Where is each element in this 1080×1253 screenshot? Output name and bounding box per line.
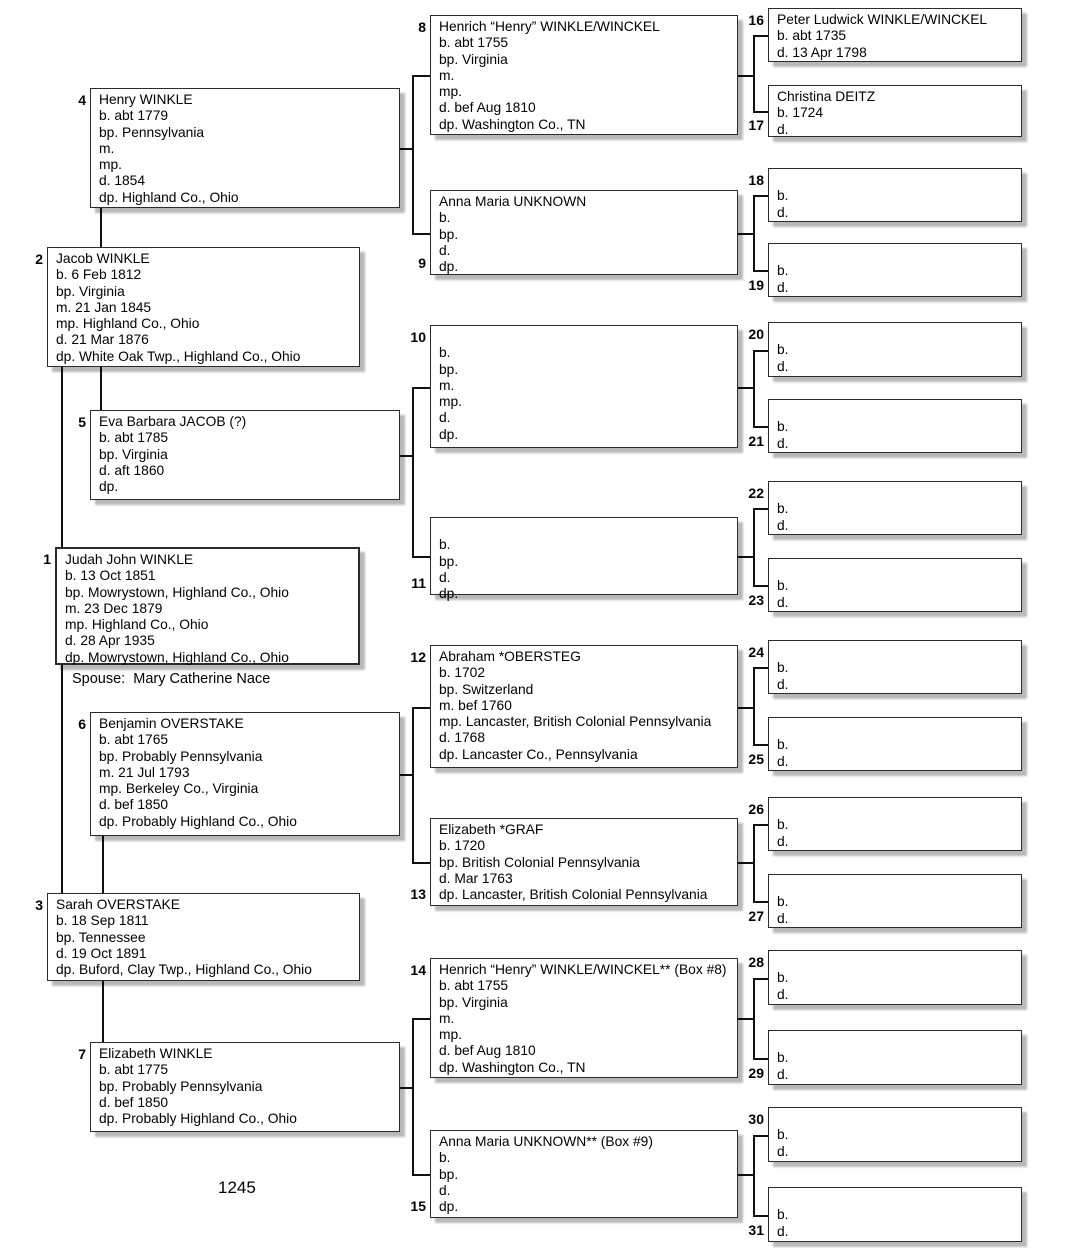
box-number-13: 13 (410, 886, 426, 902)
detail-line: bp. (439, 361, 459, 377)
child-connector (738, 75, 753, 77)
detail-line: d. 13 Apr 1798 (777, 44, 867, 60)
child-connector (400, 774, 412, 776)
bracket-stub (753, 824, 768, 826)
box-number-29: 29 (748, 1065, 764, 1081)
child-connector (738, 707, 753, 709)
detail-line: b. abt 1735 (777, 28, 847, 44)
detail-line: b. (439, 210, 451, 226)
person-name: Henrich “Henry” WINKLE/WINCKEL (439, 19, 660, 34)
parents-bracket (412, 75, 414, 233)
detail-line: d. (439, 242, 451, 258)
detail-line: m. (439, 67, 455, 83)
bracket-stub (753, 270, 768, 272)
person-name (777, 326, 1013, 342)
detail-line: dp. Lancaster Co., Pennsylvania (439, 746, 638, 762)
detail-line: bp. (439, 1166, 459, 1182)
page-number: 1245 (218, 1178, 256, 1197)
person-name (777, 721, 1013, 737)
bracket-stub (412, 75, 430, 77)
detail-line: bp. Probably Pennsylvania (99, 1078, 263, 1094)
detail-line: mp. Highland Co., Ohio (56, 316, 200, 332)
bracket-stub (753, 978, 768, 980)
bracket-stub (753, 901, 768, 903)
child-connector (738, 233, 753, 235)
person-name (439, 521, 729, 537)
box-number-18: 18 (748, 172, 764, 188)
box-number-14: 14 (410, 962, 426, 978)
person-box-31 (768, 1187, 1022, 1242)
detail-line: b. (777, 263, 789, 279)
detail-line: d. (777, 753, 789, 769)
person-name (777, 1191, 1013, 1207)
detail-line: b. abt 1785 (99, 430, 169, 446)
detail-line: d. (777, 204, 789, 220)
person-name: Henry WINKLE (99, 92, 193, 107)
detail-line: b. (777, 578, 789, 594)
parents-bracket (753, 508, 755, 585)
detail-line: b. (439, 537, 451, 553)
person-name (777, 1111, 1013, 1127)
person-name: Christina DEITZ (777, 89, 876, 104)
detail-line: bp. Pennsylvania (99, 124, 205, 140)
person-name (777, 644, 1013, 660)
detail-line: b. abt 1765 (99, 732, 169, 748)
detail-line: d. 28 Apr 1935 (65, 633, 155, 649)
detail-line: bp. Probably Pennsylvania (99, 748, 263, 764)
detail-line: bp. Mowrystown, Highland Co., Ohio (65, 584, 289, 600)
bracket-stub (412, 1018, 430, 1020)
detail-line: b. 6 Feb 1812 (56, 267, 142, 283)
box-number-17: 17 (748, 117, 764, 133)
box-number-10: 10 (410, 329, 426, 345)
detail-line: dp. (439, 586, 459, 602)
box-number-1: 1 (43, 551, 51, 567)
person-name: Judah John WINKLE (65, 552, 194, 567)
person-box-19 (768, 243, 1022, 297)
bracket-stub (753, 350, 768, 352)
person-box-9 (430, 190, 738, 275)
detail-line: d. (777, 594, 789, 610)
person-box-10 (430, 325, 738, 448)
detail-line: b. 18 Sep 1811 (56, 913, 149, 929)
bracket-stub (753, 667, 768, 669)
parents-bracket (753, 195, 755, 270)
detail-line: b. 1702 (439, 665, 486, 681)
person-box-17 (768, 85, 1022, 137)
detail-line: m. (439, 1010, 455, 1026)
child-connector (738, 556, 753, 558)
person-box-20 (768, 322, 1022, 377)
detail-line: b. 1720 (439, 838, 486, 854)
detail-line: b. (777, 660, 789, 676)
person-box-14 (430, 958, 738, 1078)
spouse-line: Spouse: Mary Catherine Nace (72, 671, 271, 687)
bracket-stub (753, 585, 768, 587)
person-name: Anna Maria UNKNOWN** (Box #9) (439, 1134, 653, 1149)
detail-line: d. (777, 676, 789, 692)
detail-line: bp. Switzerland (439, 681, 534, 697)
detail-line: d. (439, 1182, 451, 1198)
box-number-19: 19 (748, 277, 764, 293)
box-number-21: 21 (748, 433, 764, 449)
detail-line: bp. Virginia (439, 994, 508, 1010)
person-name (777, 247, 1013, 263)
detail-line: mp. (439, 84, 462, 100)
detail-line: b. (777, 342, 789, 358)
detail-line: d. (777, 358, 789, 374)
child-connector (738, 387, 753, 389)
detail-line: b. (777, 1207, 789, 1223)
person-box-3 (47, 893, 360, 981)
detail-line: bp. Virginia (56, 283, 125, 299)
detail-line: m. (99, 140, 115, 156)
box-number-22: 22 (748, 485, 764, 501)
box-number-7: 7 (78, 1046, 86, 1062)
detail-line: m. 21 Jul 1793 (99, 764, 190, 780)
detail-line: d. (777, 1223, 789, 1239)
child-connector (738, 862, 753, 864)
detail-line: d. bef Aug 1810 (439, 100, 536, 116)
bracket-stub (753, 1215, 768, 1217)
person-box-7 (90, 1042, 400, 1132)
bracket-stub (753, 1135, 768, 1137)
person-box-23 (768, 558, 1022, 612)
box-number-4: 4 (78, 92, 86, 108)
detail-line: dp. Probably Highland Co., Ohio (99, 1111, 297, 1127)
person-box-29 (768, 1030, 1022, 1085)
parents-bracket (753, 824, 755, 901)
bracket-stub (412, 556, 430, 558)
person-box-13 (430, 818, 738, 906)
person-box-16 (768, 8, 1022, 62)
bracket-stub (753, 744, 768, 746)
detail-line: b. abt 1779 (99, 108, 169, 124)
person-box-5 (90, 410, 400, 500)
bracket-stub (753, 426, 768, 428)
box-number-31: 31 (748, 1222, 764, 1238)
person-box-8 (430, 15, 738, 135)
detail-line: d. (439, 569, 451, 585)
detail-line: bp. (439, 226, 459, 242)
detail-line: b. (777, 188, 789, 204)
person-name: Henrich “Henry” WINKLE/WINCKEL** (Box #8) (439, 962, 727, 977)
person-box-12 (430, 645, 738, 768)
child-connector (738, 1174, 753, 1176)
person-name: Elizabeth *GRAF (439, 822, 544, 837)
box-number-12: 12 (410, 649, 426, 665)
person-box-25 (768, 717, 1022, 771)
box-number-28: 28 (748, 954, 764, 970)
box-number-8: 8 (418, 19, 426, 35)
detail-line: dp. White Oak Twp., Highland Co., Ohio (56, 348, 301, 364)
detail-line: d. (777, 833, 789, 849)
person-name (777, 562, 1013, 578)
detail-line: dp. Washington Co., TN (439, 116, 586, 132)
parents-bracket (753, 350, 755, 426)
parents-bracket (753, 667, 755, 744)
detail-line: d. 1768 (439, 730, 486, 746)
child-connector (400, 1087, 412, 1089)
box-number-25: 25 (748, 751, 764, 767)
detail-line: mp. (99, 157, 122, 173)
detail-line: dp. (99, 479, 119, 495)
box-number-20: 20 (748, 326, 764, 342)
bracket-stub (753, 195, 768, 197)
detail-line: d. bef 1850 (99, 797, 169, 813)
detail-line: b. (777, 737, 789, 753)
child-connector (400, 455, 412, 457)
person-name (777, 403, 1013, 419)
detail-line: m. (439, 377, 455, 393)
detail-line: mp. Berkeley Co., Virginia (99, 781, 259, 797)
box-number-9: 9 (418, 255, 426, 271)
box-number-30: 30 (748, 1111, 764, 1127)
detail-line: b. abt 1775 (99, 1062, 169, 1078)
person-box-1 (55, 547, 360, 665)
person-box-21 (768, 399, 1022, 453)
detail-line: d. 1854 (99, 173, 146, 189)
detail-line: dp. Washington Co., TN (439, 1059, 586, 1075)
detail-line: d. (777, 435, 789, 451)
detail-line: b. abt 1755 (439, 978, 509, 994)
detail-line: d. (777, 517, 789, 533)
bracket-stub (753, 35, 768, 37)
detail-line: b. (777, 1050, 789, 1066)
person-name (777, 878, 1013, 894)
person-box-27 (768, 874, 1022, 928)
person-box-22 (768, 481, 1022, 535)
person-box-2 (47, 247, 360, 367)
detail-line: m. 21 Jan 1845 (56, 299, 152, 315)
box-number-23: 23 (748, 592, 764, 608)
detail-line: d. bef Aug 1810 (439, 1043, 536, 1059)
detail-line: dp. Highland Co., Ohio (99, 189, 239, 205)
detail-line: b. (439, 345, 451, 361)
detail-line: dp. Lancaster, British Colonial Pennsylvania (439, 887, 708, 903)
detail-line: bp. British Colonial Pennsylvania (439, 854, 640, 870)
person-box-30 (768, 1107, 1022, 1162)
detail-line: bp. (439, 553, 459, 569)
child-connector (738, 1018, 753, 1020)
person-name: Elizabeth WINKLE (99, 1046, 213, 1061)
person-name (777, 801, 1013, 817)
box-number-6: 6 (78, 716, 86, 732)
parents-bracket (753, 35, 755, 111)
person-name: Peter Ludwick WINKLE/WINCKEL (777, 12, 988, 27)
person-name (777, 485, 1013, 501)
person-name: Jacob WINKLE (56, 251, 150, 266)
detail-line: mp. Lancaster, British Colonial Pennsylvania (439, 714, 712, 730)
box-number-2: 2 (35, 251, 43, 267)
person-box-24 (768, 640, 1022, 694)
parents-bracket (753, 978, 755, 1058)
detail-line: dp. Mowrystown, Highland Co., Ohio (65, 649, 289, 665)
detail-line: m. 23 Dec 1879 (65, 600, 163, 616)
detail-line: b. (777, 970, 789, 986)
box-number-3: 3 (35, 897, 43, 913)
box-number-16: 16 (748, 12, 764, 28)
detail-line: d. (777, 121, 789, 137)
bracket-stub (753, 111, 768, 113)
detail-line: d. (777, 910, 789, 926)
detail-line: mp. (439, 394, 462, 410)
detail-line: bp. Virginia (99, 446, 168, 462)
person-name (777, 172, 1013, 188)
box-number-26: 26 (748, 801, 764, 817)
bracket-stub (412, 862, 430, 864)
person-box-28 (768, 950, 1022, 1005)
detail-line: d. bef 1850 (99, 1094, 169, 1110)
box-number-15: 15 (410, 1198, 426, 1214)
detail-line: d. Mar 1763 (439, 870, 513, 886)
detail-line: dp. Buford, Clay Twp., Highland Co., Ohio (56, 962, 312, 978)
detail-line: dp. (439, 1199, 459, 1215)
detail-line: d. (777, 279, 789, 295)
person-name (777, 1034, 1013, 1050)
person-name (777, 954, 1013, 970)
detail-line: mp. (439, 1027, 462, 1043)
parents-bracket (412, 707, 414, 862)
person-box-11 (430, 517, 738, 602)
bracket-stub (412, 387, 430, 389)
detail-line: b. (777, 817, 789, 833)
person-box-4 (90, 88, 400, 208)
detail-line: m. bef 1760 (439, 697, 512, 713)
person-box-15 (430, 1130, 738, 1218)
detail-line: bp. Virginia (439, 51, 508, 67)
person-name: Sarah OVERSTAKE (56, 897, 180, 912)
detail-line: d. (777, 1066, 789, 1082)
detail-line: b. 13 Oct 1851 (65, 568, 156, 584)
bracket-stub (753, 508, 768, 510)
bracket-stub (412, 233, 430, 235)
bracket-stub (753, 1058, 768, 1060)
person-name: Abraham *OBERSTEG (439, 649, 581, 664)
detail-line: mp. Highland Co., Ohio (65, 617, 209, 633)
detail-line: d. 19 Oct 1891 (56, 945, 147, 961)
person-box-18 (768, 168, 1022, 222)
detail-line: b. (777, 1127, 789, 1143)
detail-line: b. abt 1755 (439, 35, 509, 51)
detail-line: d. 21 Mar 1876 (56, 332, 149, 348)
detail-line: dp. (439, 426, 459, 442)
person-name: Eva Barbara JACOB (?) (99, 414, 247, 429)
detail-line: d. (777, 986, 789, 1002)
box-number-5: 5 (78, 414, 86, 430)
box-number-27: 27 (748, 908, 764, 924)
detail-line: dp. (439, 259, 459, 275)
detail-line: dp. Probably Highland Co., Ohio (99, 813, 297, 829)
person-name: Anna Maria UNKNOWN (439, 194, 587, 209)
detail-line: b. 1724 (777, 105, 824, 121)
person-name: Benjamin OVERSTAKE (99, 716, 244, 731)
person-name (439, 329, 729, 345)
parents-bracket (412, 1018, 414, 1174)
detail-line: b. (777, 501, 789, 517)
detail-line: d. (777, 1143, 789, 1159)
child-connector (400, 148, 412, 150)
bracket-stub (412, 707, 430, 709)
detail-line: d. (439, 410, 451, 426)
detail-line: b. (439, 1150, 451, 1166)
box-number-11: 11 (411, 575, 426, 591)
person-box-26 (768, 797, 1022, 851)
box-number-24: 24 (748, 644, 764, 660)
detail-line: d. aft 1860 (99, 462, 165, 478)
parents-bracket (412, 387, 414, 556)
parents-bracket (753, 1135, 755, 1215)
bracket-stub (412, 1174, 430, 1176)
detail-line: b. (777, 894, 789, 910)
detail-line: bp. Tennessee (56, 929, 146, 945)
person-box-6 (90, 712, 400, 836)
detail-line: b. (777, 419, 789, 435)
